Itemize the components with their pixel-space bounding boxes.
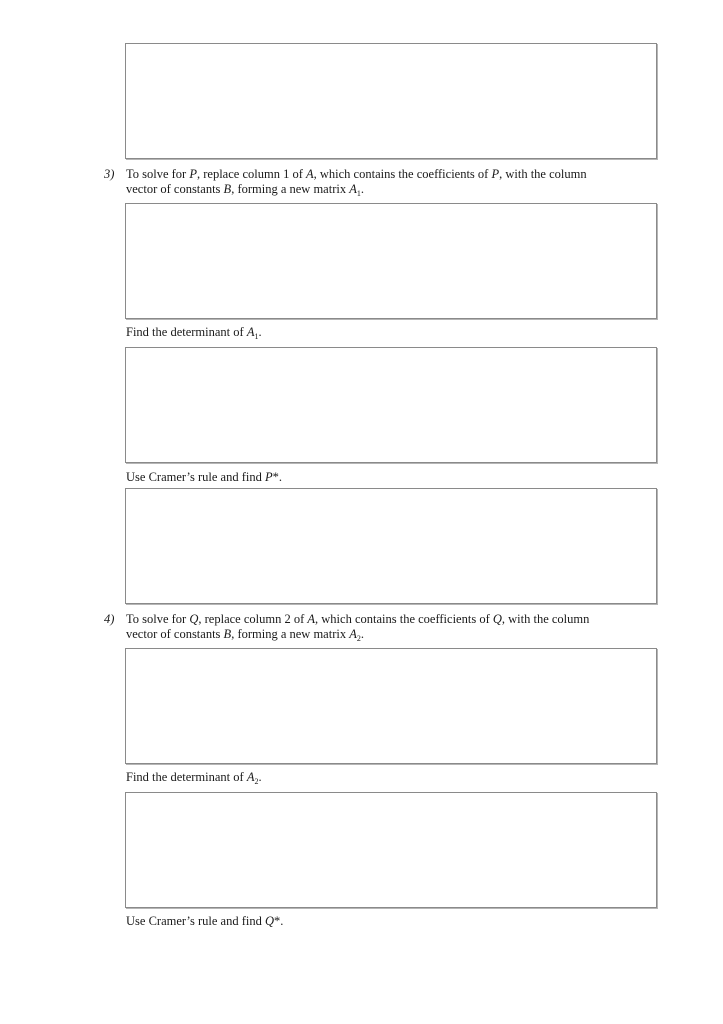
question-3-line-1: To solve for P, replace column 1 of A, which contains the coefficients of P, with the column [126, 167, 587, 181]
question-4-line-2: vector of constants B, forming a new matrix $A_2$. [126, 627, 364, 643]
answer-box-4-determinant[interactable] [125, 792, 657, 908]
answer-box-3-matrix[interactable] [125, 203, 657, 319]
prompt-4-cramer: Use Cramer’s rule and find Q*. [126, 914, 284, 928]
answer-box-3-cramer[interactable] [125, 488, 657, 604]
prompt-3-cramer: Use Cramer’s rule and find P*. [126, 470, 282, 484]
answer-box-previous[interactable] [125, 43, 657, 159]
answer-box-3-determinant[interactable] [125, 347, 657, 463]
question-4-text [126, 612, 589, 642]
prompt-3-determinant: Find the determinant of $A_1$. [126, 325, 262, 341]
answer-box-4-matrix[interactable] [125, 648, 657, 764]
prompt-4-determinant: Find the determinant of $A_2$. [126, 770, 262, 786]
question-number-4: 4) [104, 612, 115, 626]
question-4-line-1: To solve for Q, replace column 2 of A, which contains the coefficients of Q, with the column [126, 612, 590, 626]
question-3-text [126, 167, 587, 197]
question-number-3: 3) [104, 167, 115, 181]
question-3-line-2: vector of constants B, forming a new matrix $A_1$. [126, 182, 364, 198]
